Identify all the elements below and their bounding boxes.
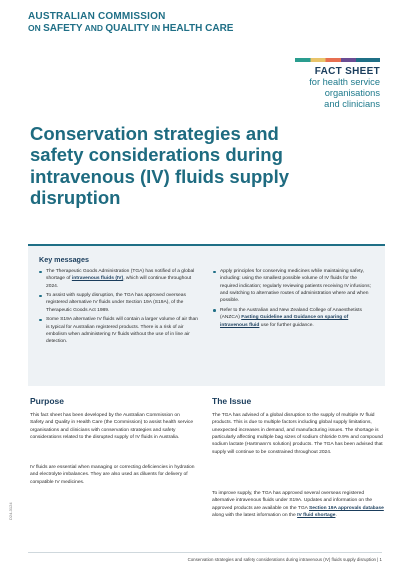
page-title: Conservation strategies and safety considerations during intravenous (IV) fluids supply disruption [30,123,290,209]
key-messages-heading: Key messages [39,255,89,264]
document-id: D24-3124 [8,502,13,520]
key-messages-left [39,268,199,348]
fact-sheet-tag [295,58,380,110]
audience-line-2: organisations [324,88,380,99]
audience-line-1: for health service [309,77,380,87]
audience-line-3: and clinicians [324,99,380,110]
logo-line-2: ON SAFETY AND QUALITY IN HEALTH CARE [28,22,234,34]
key-messages-box [28,244,385,386]
key-message-item: Apply principles for conserving medicines while maintaining safety, including: using the smallest possible volume of IV fluids for the required indication; regularly reviewing patients receiving IV infusions; and switching to alternative routes of administration where and when possible. [213,268,373,305]
section-19a-link[interactable]: Section 19A approvals database [308,505,384,511]
page-footer: Conservation strategies and safety considerations during intravenous (IV) fluids supply disruption | 1 [28,552,382,565]
key-message-item: To assist with supply disruption, the TGA has approved overseas registered alternative IV fluids under Section 19A (S19A), of the Therapeutic Goods Act 1989. [39,292,199,314]
key-message-item: The Therapeutic Goods Administration (TGA) has notified of a global shortage of intravenous fluids (IV), which will continue throughout 2024. [39,268,199,290]
iv-shortage-link[interactable]: IV fluid shortage [297,513,336,519]
purpose-paragraph-1: This fact sheet has been developed by the Australian Commission on Safety and Quality in Health Care (the Commission) to assist health service organisations and clinicians with conservation strategies and safety considerations related to the disrupted supply of IV fluids in Australia. [30,413,194,441]
fact-sheet-label: FACT SHEET [314,66,380,77]
purpose-heading: Purpose [30,396,65,406]
key-messages-right [213,268,373,331]
commission-logo [28,11,233,34]
color-stripe [295,58,380,62]
iv-fluids-link[interactable]: intravenous fluids (IV) [71,276,124,282]
key-message-item: Refer to the Australian and New Zealand College of Anaesthetists (ANZCA) Fasting Guideline and Guidance on sparing of intravenous fluid use for further guidance. [213,307,373,329]
key-message-item: Some S19A alternative IV fluids will contain a larger volume of air than is typical for Australian registered products. There is a risk of air embolism when administering IV fluids without the use of in line air detection. [39,316,199,345]
anzca-guideline-link[interactable]: Fasting Guideline and Guidance on sparing of intravenous fluid [220,315,349,328]
logo-line-1: AUSTRALIAN COMMISSION [28,11,166,22]
issue-paragraph-1: The TGA has advised of a global disruption to the supply of multiple IV fluid products. This is due to multiple factors including global supply limitations, unexpected increases in demand, and manufacturing issues. The shortage is particularly affecting multiple bag sizes of sodium chloride 0.9% and compound sodium lactate (Hartmann's solution) products. The TGA has been advised that supply will continue to be constrained throughout 2024. [212,413,383,455]
issue-paragraph-2: To improve supply, the TGA has approved several overseas registered alternative intravenous fluids under S19A. Updates and information on the approved products are available on the TGA Section 19A approvals database along with the latest information on the IV fluid shortage. [212,491,384,519]
purpose-paragraph-2: IV fluids are essential when managing or correcting deficiencies in hydration and electrolyte imbalances. They are also used as diluents for delivery of compatible IV medicines. [30,465,195,485]
issue-heading: The Issue [212,396,252,406]
